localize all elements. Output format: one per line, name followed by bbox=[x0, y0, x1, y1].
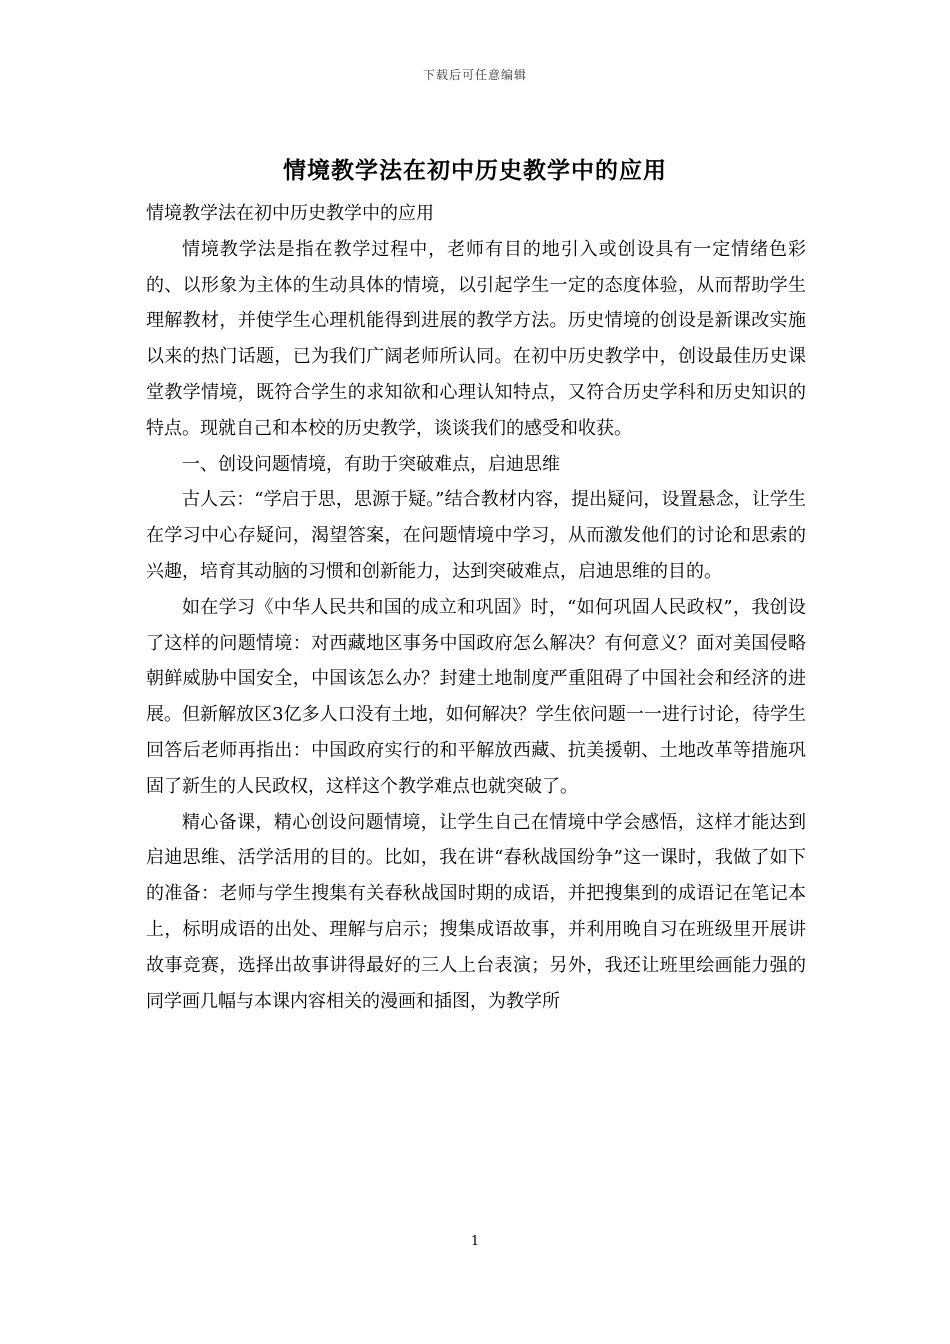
paragraph-preparation: 精心备课，精心创设问题情境，让学生自己在情境中学会感悟，这样才能达到启迪思维、活学活用的目的。比如，我在讲“春秋战国纷争”这一课时，我做了如下的准备：老师与学生搜集有关春秋战国时期的成语，并把搜集到的成语记在笔记本上，标明成语的出处、理解与启示；搜集成语故事，并利用晚自习在班级里开展讲故事竞赛，选择出故事讲得最好的三人上台表演；另外，我还让班里绘画能力强的同学画几幅与本课内容相关的漫画和插图，为教学所 bbox=[146, 811, 806, 1012]
header-note: 下载后可任意编辑 bbox=[422, 68, 527, 82]
page-number: 1 bbox=[470, 1234, 480, 1249]
document-body bbox=[146, 196, 806, 1019]
document-subtitle: 情境教学法在初中历史教学中的应用 bbox=[146, 203, 434, 224]
section-heading: 一、创设问题情境，有助于突破难点，启迪思维 bbox=[182, 453, 560, 475]
document-title: 情境教学法在初中历史教学中的应用 bbox=[283, 157, 667, 184]
paragraph-intro: 情境教学法是指在教学过程中，老师有目的地引入或创设具有一定情绪色彩的、以形象为主体的生动具体的情境，以引起学生一定的态度体验，从而帮助学生理解教材，并使学生心理机能得到进展的教学方法。历史情境的创设是新课改实施以来的热门话题，已为我们广阔老师所认同。在初中历史教学中，创设最佳历史课堂教学情境，既符合学生的求知欲和心理认知特点，又符合历史学科和历史知识的特点。现就自己和本校的历史教学，谈谈我们的感受和收获。 bbox=[146, 238, 806, 439]
paragraph-example: 如在学习《中华人民共和国的成立和巩固》时，“如何巩固人民政权”，我创设了这样的问题情境：对西藏地区事务中国政府怎么解决？有何意义？面对美国侵略朝鲜威胁中国安全，中国该怎么办？封建土地制度严重阻碍了中国社会和经济的进展。但新解放区3亿多人口没有土地，如何解决？学生依问题一一进行讨论，待学生回答后老师再指出：中国政府实行的和平解放西藏、抗美援朝、土地改革等措施巩固了新生的人民政权，这样这个教学难点也就突破了。 bbox=[146, 596, 806, 797]
paragraph-quote: 古人云：“学启于思，思源于疑。”结合教材内容，提出疑问，设置悬念，让学生在学习中心存疑问，渴望答案，在问题情境中学习，从而激发他们的讨论和思索的兴趣，培育其动脑的习惯和创新能力，达到突破难点，启迪思维的目的。 bbox=[146, 489, 806, 582]
